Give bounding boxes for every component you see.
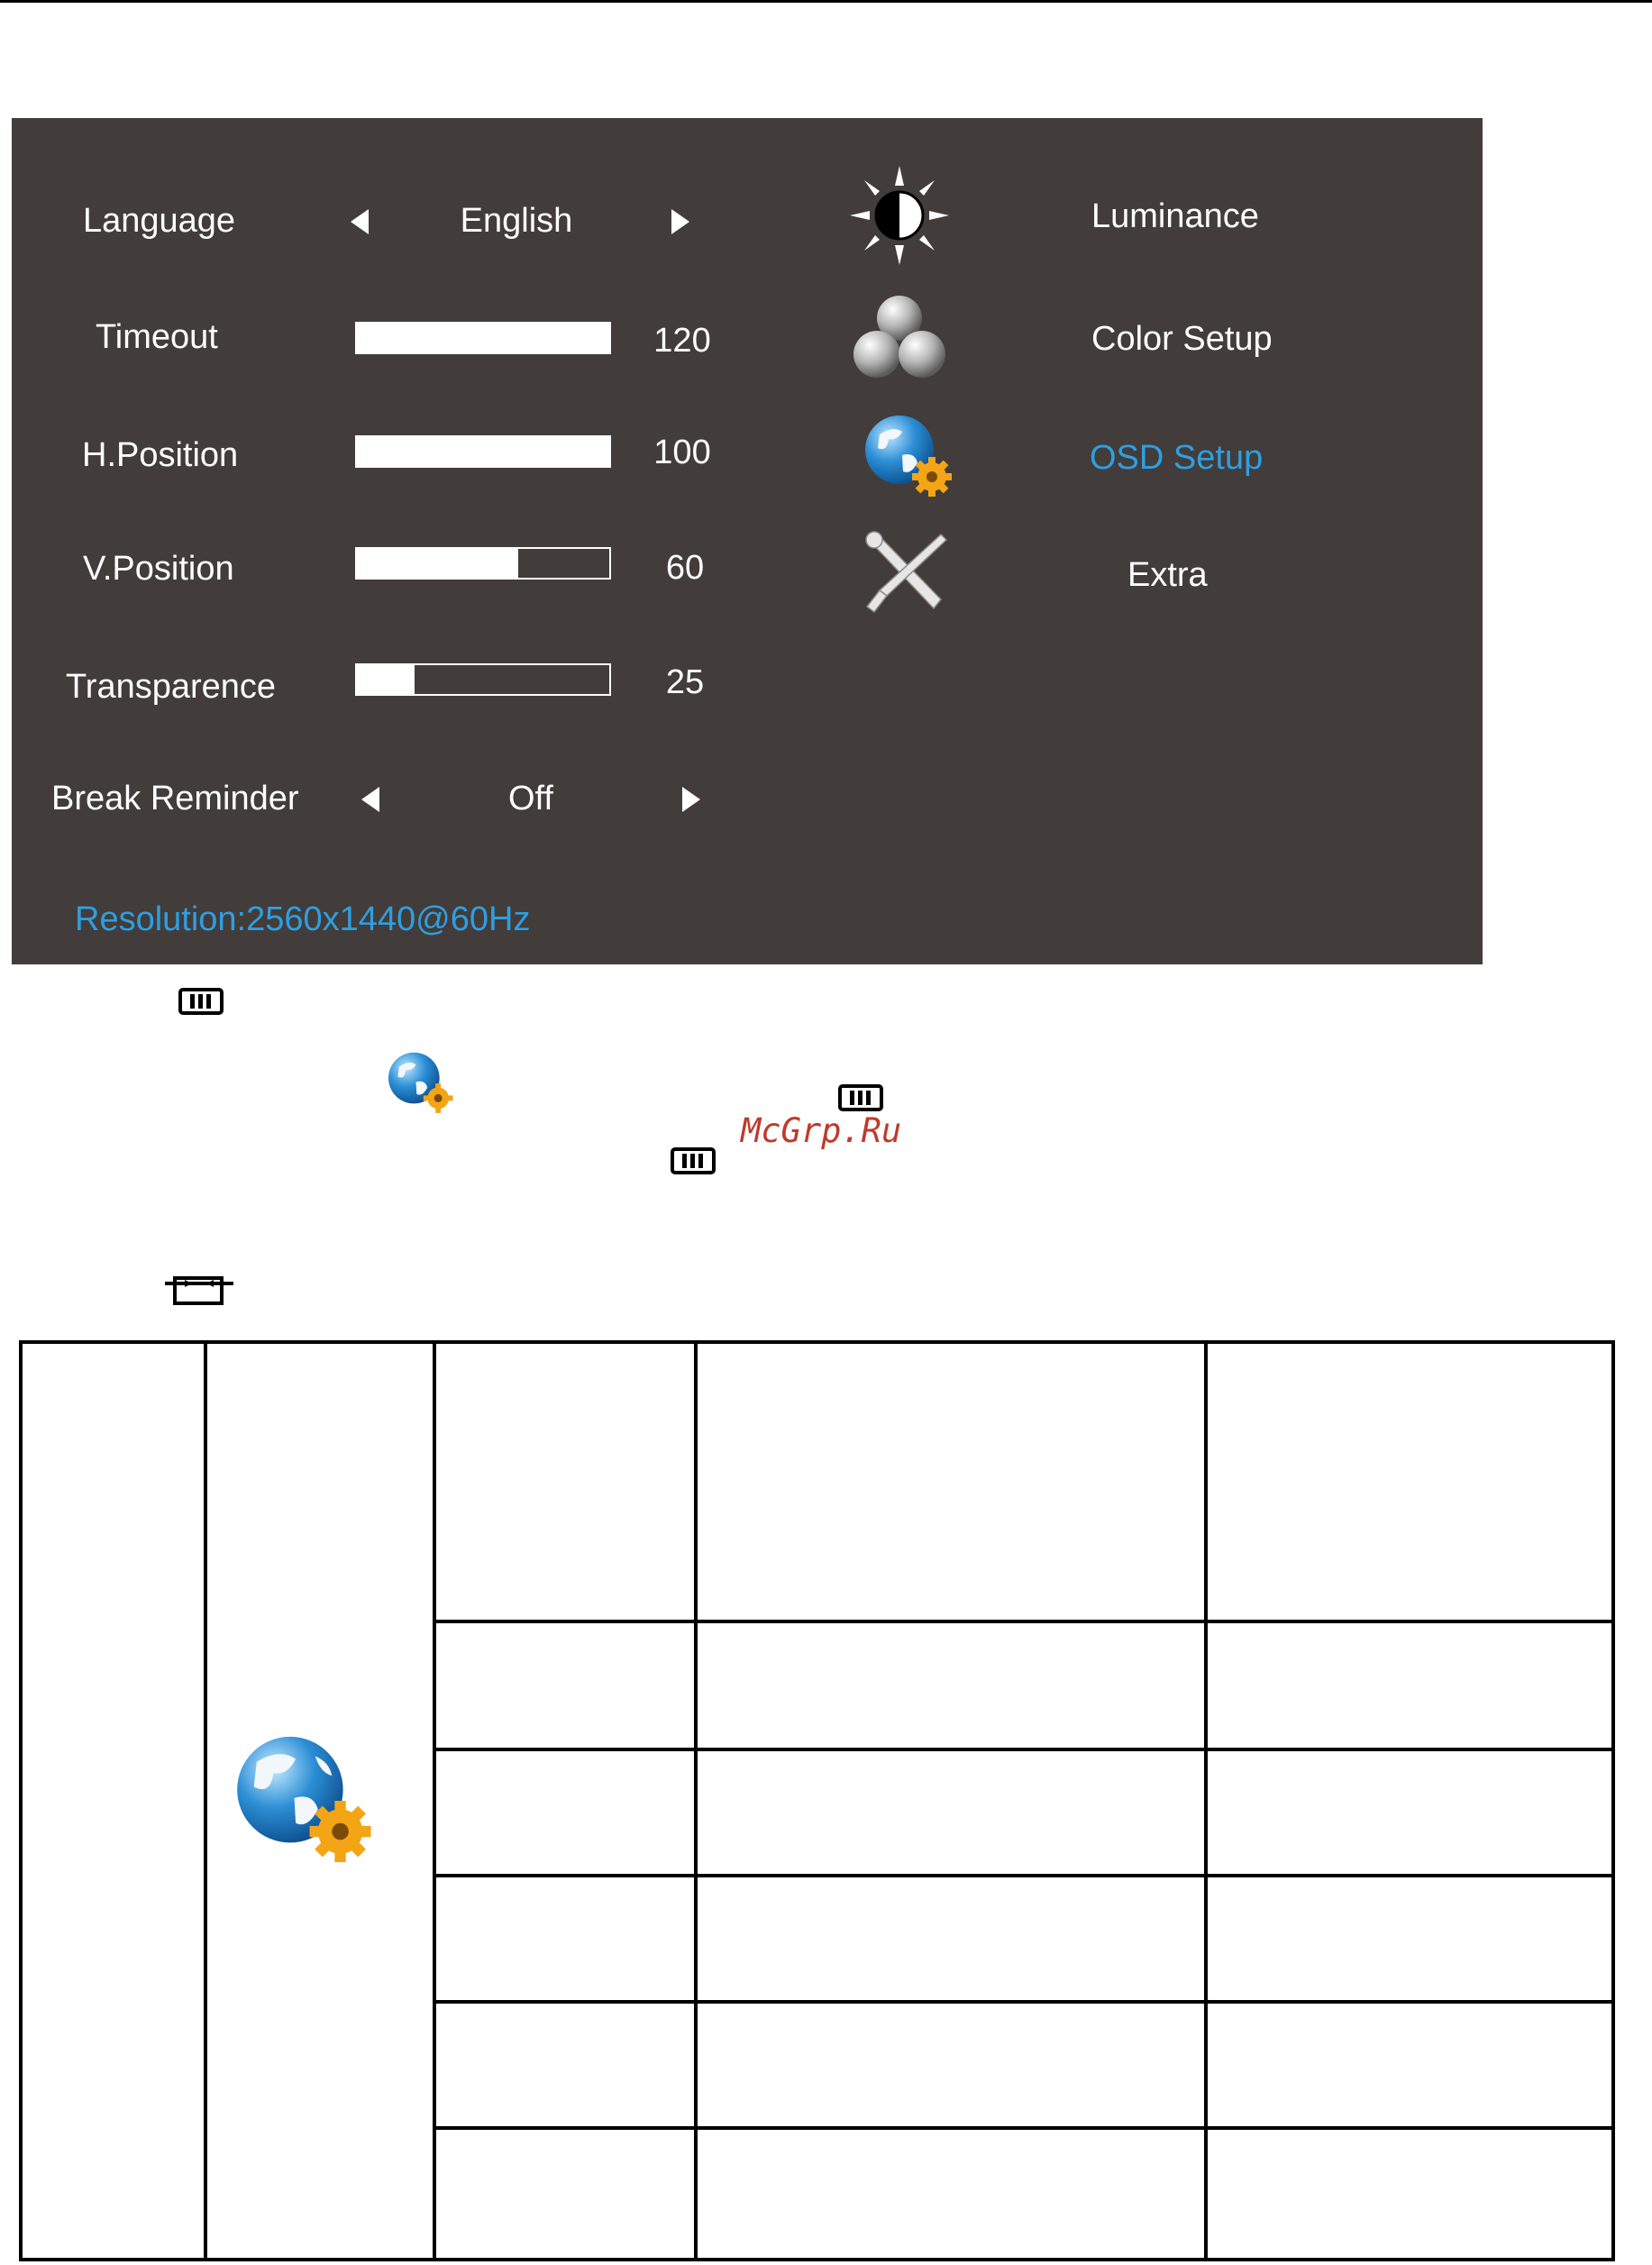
transparence-label: Transparence [66, 668, 277, 706]
resolution-readout: Resolution:2560x1440@60Hz [75, 900, 531, 938]
table-row-divider [433, 2126, 1615, 2130]
break-reminder-value[interactable]: Off [508, 780, 553, 817]
menu-color-setup[interactable]: Color Setup [1091, 320, 1273, 358]
source-auto-exit-icon [165, 1271, 233, 1309]
osd-setup-icon [862, 412, 961, 502]
menu-luminance[interactable]: Luminance [1091, 197, 1259, 235]
table-col-divider [694, 1340, 698, 2261]
osd-menu-panel [12, 118, 1483, 964]
language-right-arrow[interactable] [671, 209, 689, 234]
v-position-value: 60 [665, 549, 705, 587]
luminance-icon [850, 166, 949, 265]
timeout-slider-fill [357, 324, 609, 352]
osd-setup-icon [386, 1049, 460, 1118]
table-row-divider [433, 1748, 1615, 1751]
menu-extra[interactable]: Extra [1127, 556, 1208, 594]
table-col-divider [433, 1340, 436, 2261]
timeout-label: Timeout [96, 318, 218, 356]
menu-osd-setup[interactable]: OSD Setup [1090, 439, 1264, 477]
table-row-divider [433, 1874, 1615, 1877]
break-reminder-label: Break Reminder [51, 780, 299, 817]
break-reminder-left-arrow[interactable] [361, 787, 379, 812]
table-border-left [19, 1340, 23, 2261]
timeout-value: 120 [653, 322, 711, 360]
h-position-label: H.Position [82, 436, 239, 474]
table-border-bottom [19, 2258, 1615, 2261]
h-position-slider[interactable] [355, 435, 611, 468]
language-label: Language [83, 202, 236, 240]
menu-button-icon [838, 1084, 883, 1111]
table-row-divider [433, 1620, 1615, 1623]
v-position-label: V.Position [83, 550, 234, 588]
h-position-value: 100 [653, 434, 711, 471]
table-border-top [19, 1340, 1615, 1344]
v-position-slider[interactable] [355, 547, 611, 580]
osd-setup-table [19, 1340, 1615, 2261]
break-reminder-right-arrow[interactable] [682, 787, 700, 812]
transparence-value: 25 [665, 663, 705, 701]
table-border-right [1611, 1340, 1615, 2261]
transparence-slider[interactable] [355, 663, 611, 696]
timeout-slider[interactable] [355, 322, 611, 354]
menu-button-icon [671, 1147, 716, 1174]
v-position-slider-fill [357, 549, 518, 578]
osd-setup-icon [232, 1730, 385, 1872]
extra-icon [862, 531, 947, 612]
table-col-divider [1204, 1340, 1208, 2261]
table-row-divider [433, 2000, 1615, 2004]
table-col-divider [204, 1340, 207, 2261]
transparence-slider-fill [357, 665, 415, 694]
top-rule [0, 0, 1652, 3]
watermark: McGrp.Ru [741, 1111, 902, 1150]
color-setup-icon [850, 289, 949, 388]
menu-button-icon [178, 988, 224, 1015]
language-value[interactable]: English [460, 202, 573, 240]
h-position-slider-fill [357, 437, 609, 466]
language-left-arrow[interactable] [351, 209, 369, 234]
